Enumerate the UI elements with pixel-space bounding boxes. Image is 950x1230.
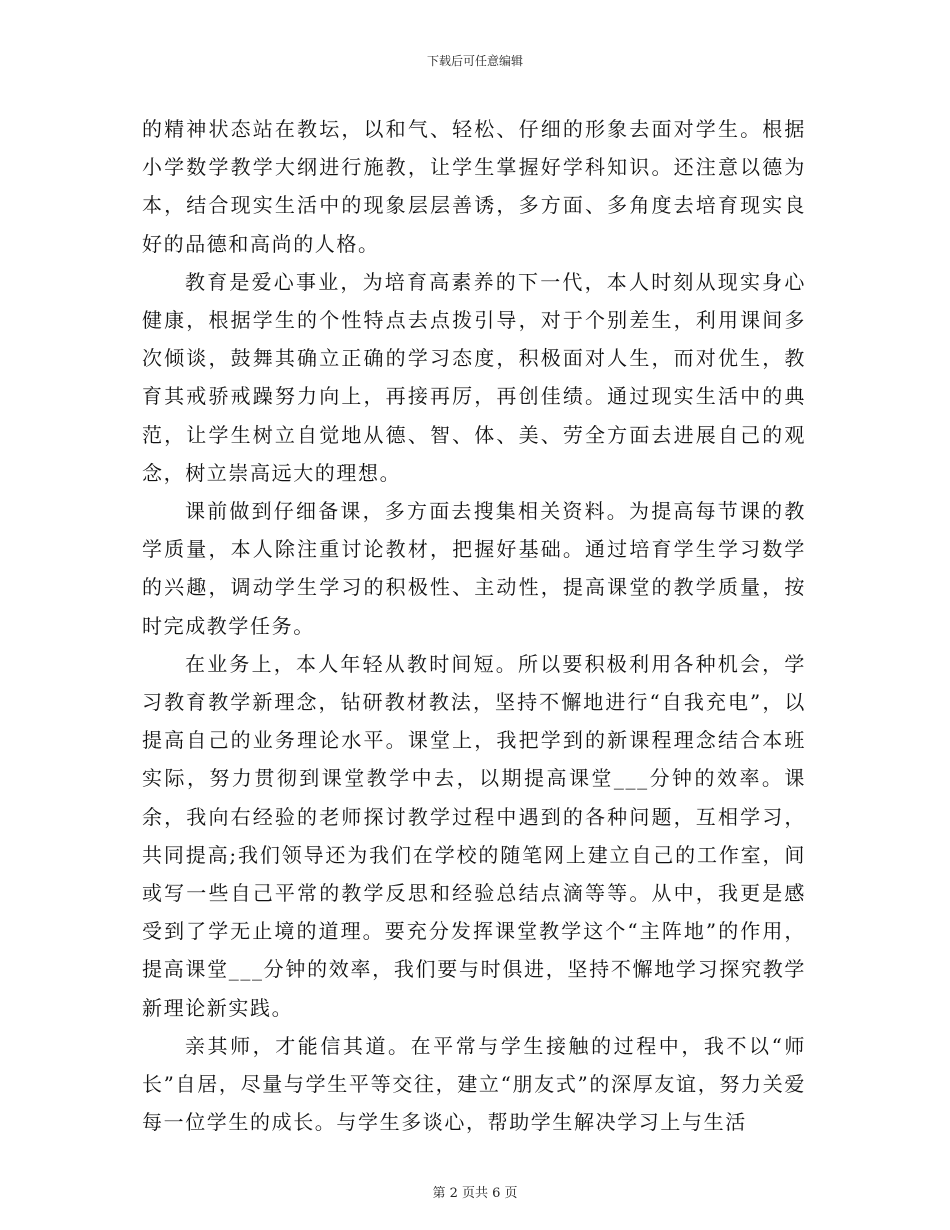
paragraph-1: 的精神状态站在教坛，以和气、轻松、仔细的形象去面对学生。根据小学数学教学大纲进行施教，让学生掌握好学科知识。还注意以德为本，结合现实生活中的现象层层善诱，多方面、多角度去培育现实良好的品德和高尚的人格。 [142,117,806,256]
paragraph-2: 教育是爱心事业，为培育高素养的下一代，本人时刻从现实身心健康，根据学生的个性特点去点拨引导，对于个别差生，利用课间多次倾谈，鼓舞其确立正确的学习态度，积极面对人生，而对优生，教育其戒骄戒躁努力向上，再接再厉，再创佳绩。通过现实生活中的典范，让学生树立自觉地从德、智、体、美、劳全方面去进展自己的观念，树立崇高远大的理想。 [142,269,806,485]
paragraph-5: 亲其师，才能信其道。在平常与学生接触的过程中，我不以“师长”自居，尽量与学生平等交往，建立“朋友式”的深厚友谊，努力关爱每一位学生的成长。与学生多谈心，帮助学生解决学习上与生活 [142,1033,806,1135]
paragraph-3: 课前做到仔细备课，多方面去搜集相关资料。为提高每节课的教学质量，本人除注重讨论教材，把握好基础。通过培育学生学习数学的兴趣，调动学生学习的积极性、主动性，提高课堂的教学质量，按时完成教学任务。 [142,499,806,638]
page-header: 下载后可任意编辑 [426,54,523,68]
paragraph-4: 在业务上，本人年轻从教时间短。所以要积极利用各种机会，学习教育教学新理念，钻研教材教法，坚持不懈地进行“自我充电”，以提高自己的业务理论水平。课堂上，我把学到的新课程理念结合本班实际，努力贯彻到课堂教学中去，以期提高课堂___分钟的效率。课余，我向右经验的老师探讨教学过程中遇到的各种问题，互相学习，共同提高;我们领导还为我们在学校的随笔网上建立自己的工作室，间或写一些自己平常的教学反思和经验总结点滴等等。从中，我更是感受到了学无止境的道理。要充分发挥课堂教学这个“主阵地”的作用，提高课堂___分钟的效率，我们要与时俱进，坚持不懈地学习探究教学新理论新实践。 [142,651,806,1020]
document-body [142,110,806,1141]
page-footer: 第 2 页共 6 页 [432,1186,518,1201]
